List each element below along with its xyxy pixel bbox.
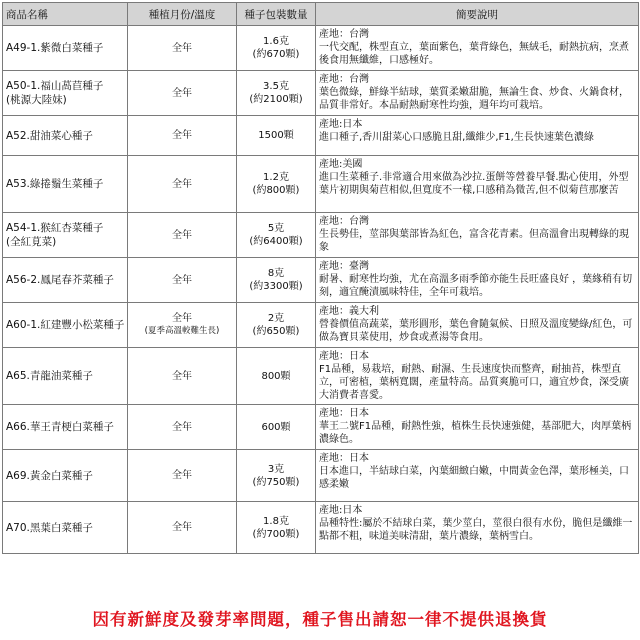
quantity-sub-text: (約670顆) (252, 49, 300, 60)
season-cell (128, 450, 237, 502)
quantity-sub-text: (約800顆) (252, 185, 300, 196)
product-name: A52.甜油菜心種子 (6, 129, 93, 142)
origin-text: 產地：台灣 (319, 29, 369, 40)
quantity-text: 3克 (267, 463, 285, 475)
product-name-sub: (桃源大陸妹) (6, 94, 67, 106)
quantity-sub-text: (約3300顆) (249, 281, 303, 292)
product-name-cell (3, 116, 128, 156)
season-cell (128, 258, 237, 303)
origin-text: 產地：臺灣 (319, 261, 369, 272)
description-cell (316, 71, 639, 116)
description-text: 品種特性:屬於不結球白菜，葉少莖白，莖很白很有水份，脆但是纖維一點都不粗，味道美味清甜，葉片濃綠，葉柄雪白。 (319, 518, 633, 542)
description-cell (316, 502, 639, 554)
table-row (3, 156, 639, 213)
description-cell (316, 348, 639, 405)
product-name: A60-1.紅建豐小松菜種子 (6, 319, 125, 331)
season-cell (128, 502, 237, 554)
table-row (3, 71, 639, 116)
quantity-cell (237, 348, 316, 405)
season-cell (128, 405, 237, 450)
description-cell (316, 258, 639, 303)
description-cell (316, 303, 639, 348)
quantity-cell (237, 502, 316, 554)
origin-text: 產地：台灣 (319, 216, 369, 227)
description-text: 生長勢佳，莖部與葉部皆為紅色，富含花青素。但高溫會出現轉綠的現象 (319, 229, 629, 253)
quantity-text: 2克 (267, 313, 285, 324)
table-row (3, 303, 639, 348)
table-header-row (3, 3, 639, 26)
product-name-sub: (全紅莧菜) (6, 236, 57, 248)
quantity-text: 3.5克 (263, 81, 289, 92)
product-name: A54-1.猴紅杏菜種子 (6, 222, 104, 234)
quantity-text: 1500顆 (258, 130, 294, 141)
product-name: A69.黃金白菜種子 (6, 469, 93, 482)
quantity-cell (237, 258, 316, 303)
table-row (3, 450, 639, 502)
season-text: 全年 (172, 274, 192, 286)
product-name-cell (3, 450, 128, 502)
description-cell (316, 450, 639, 502)
origin-text: 產地:日本 (319, 505, 363, 516)
description-text: 營養價值高蔬菜，葉形圓形，葉色會隨氣候、日照及溫度變綠/紅色，可做為寶貝菜使用，炒食或煮湯等食用。 (319, 319, 633, 343)
product-name-cell (3, 71, 128, 116)
quantity-text: 800顆 (261, 370, 291, 382)
description-cell (316, 116, 639, 156)
quantity-sub-text: (約700顆) (252, 528, 300, 540)
table-row (3, 258, 639, 303)
header-product-name: 商品名稱 (3, 3, 128, 26)
product-name-cell (3, 348, 128, 405)
table-row (3, 116, 639, 156)
product-name: A56-2.鳳尾春芥菜種子 (6, 274, 114, 286)
table-row (3, 405, 639, 450)
table-row (3, 26, 639, 71)
description-cell (316, 26, 639, 71)
season-cell (128, 26, 237, 71)
season-cell (128, 348, 237, 405)
quantity-cell (237, 303, 316, 348)
description-text: 日本進口，半結球白菜，內葉細緻白嫩，中間黃金色澤，葉形極美，口感柔嫩 (319, 466, 629, 490)
quantity-cell (237, 156, 316, 213)
description-cell (316, 213, 639, 258)
season-cell (128, 156, 237, 213)
season-text: 全年 (172, 178, 192, 190)
product-name-cell (3, 26, 128, 71)
product-name-cell (3, 258, 128, 303)
description-text: 華王二號F1品種，耐熱性強，植株生長快速強健，基部肥大，肉厚葉柄濃綠色。 (319, 421, 632, 445)
quantity-cell (237, 71, 316, 116)
origin-text: 產地:美國 (319, 159, 363, 170)
origin-text: 產地：義大利 (319, 306, 379, 317)
product-name: A53.綠捲鬚生菜種子 (6, 178, 104, 190)
season-text: 全年 (172, 522, 192, 533)
quantity-text: 1.6克 (263, 36, 289, 47)
description-text: 耐暑、耐寒性均強，尤在高溫多雨季節亦能生長旺盛良好 ，葉緣稍有切刻，適宜醃漬風味特佳，全年可栽培。 (319, 274, 633, 298)
description-cell (316, 405, 639, 450)
quantity-sub-text: (約6400顆) (249, 236, 303, 247)
origin-text: 產地：日本 (319, 408, 369, 419)
quantity-cell (237, 405, 316, 450)
quantity-text: 1.8克 (263, 515, 289, 527)
season-cell (128, 303, 237, 348)
origin-text: 產地：日本 (319, 351, 369, 362)
table-row (3, 348, 639, 405)
season-text: 全年 (172, 421, 192, 433)
description-text: F1品種，易栽培，耐熱、耐濕、生長速度快而整齊，耐抽苔，株型直立，可密植，葉柄寬闊，產量特高。品質爽脆可口，適宜炒食，深受廣大消費者喜愛。 (319, 364, 629, 401)
product-name: A49-1.紫微白菜種子 (6, 42, 104, 54)
season-text: 全年 (172, 87, 192, 99)
table-row (3, 213, 639, 258)
product-name: A50-1.福山萵苣種子 (6, 80, 104, 92)
seed-table-container (2, 2, 638, 554)
season-text: 全年 (172, 229, 192, 241)
quantity-cell (237, 450, 316, 502)
header-package-quantity: 種子包裝數量 (237, 3, 316, 26)
quantity-cell (237, 116, 316, 156)
quantity-sub-text: (約2100顆) (249, 94, 303, 105)
description-text: 進口生菜種子.非常適合用來做為沙拉.蛋餅等營養早餐.點心使用，外型葉片初期與菊苣相似,但寬度不一樣,口感稍為微苦,但不似菊苣那麼苦 (319, 172, 629, 196)
season-cell (128, 71, 237, 116)
quantity-text: 8克 (267, 268, 285, 279)
origin-text: 產地：日本 (319, 453, 369, 464)
quantity-cell (237, 26, 316, 71)
quantity-text: 600顆 (261, 421, 291, 433)
product-name: A70.黑葉白菜種子 (6, 521, 93, 534)
header-description: 簡要說明 (316, 3, 639, 26)
season-text: 全年 (172, 470, 192, 481)
season-cell (128, 116, 237, 156)
season-sub-text: (夏季高溫較難生長) (144, 326, 220, 336)
season-text: 全年 (172, 42, 192, 54)
origin-text: 產地：台灣 (319, 74, 369, 85)
product-name: A66.華王青梗白菜種子 (6, 421, 114, 433)
quantity-sub-text: (約750顆) (252, 476, 300, 488)
season-text: 全年 (172, 370, 192, 382)
description-cell (316, 156, 639, 213)
table-row (3, 502, 639, 554)
product-name-cell (3, 502, 128, 554)
season-cell (128, 213, 237, 258)
product-name-cell (3, 156, 128, 213)
product-name-cell (3, 405, 128, 450)
origin-text: 產地:日本 (319, 119, 363, 130)
seed-product-table (2, 2, 639, 554)
season-text: 全年 (172, 130, 192, 141)
quantity-sub-text: (約650顆) (252, 326, 300, 337)
product-name: A65.青龍油菜種子 (6, 370, 93, 382)
quantity-text: 5克 (267, 223, 285, 234)
quantity-cell (237, 213, 316, 258)
product-name-cell (3, 213, 128, 258)
season-text: 全年 (172, 313, 192, 324)
description-text: 一代交配，株型直立，葉面紫色，葉背綠色，無絨毛，耐熱抗病，烹煮後食用無纖維，口感極好。 (319, 42, 629, 66)
quantity-text: 1.2克 (263, 172, 289, 183)
header-planting-season: 種植月份/溫度 (128, 3, 237, 26)
no-return-notice: 因有新鮮度及發芽率問題，種子售出請恕一律不提供退換貨 (92, 610, 548, 629)
product-name-cell (3, 303, 128, 348)
description-text: 葉色微綠，鮮綠半結球，葉質柔嫩甜脆，無論生食、炒食、火鍋食材，品質非常好。本品耐熱耐寒性均強，週年均可栽培。 (319, 87, 629, 111)
description-text: 進口種子,香川甜菜心口感脆且甜,纖維少,F1,生長快速葉色濃綠 (319, 132, 594, 143)
